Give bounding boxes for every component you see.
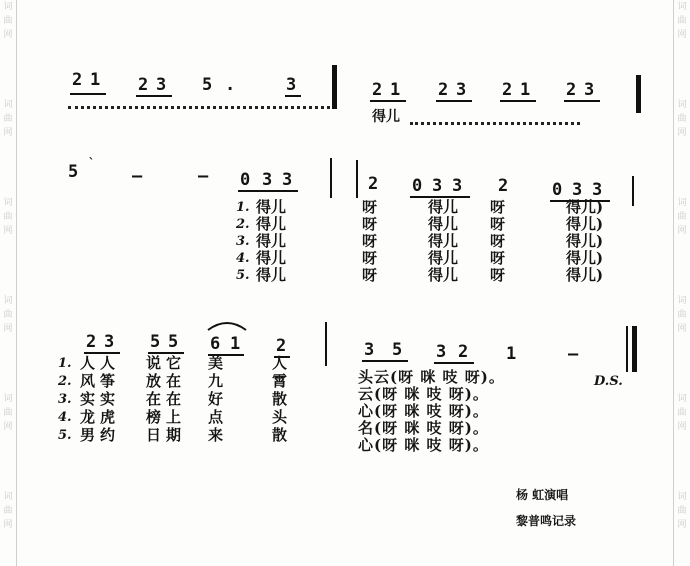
watermark-char: 网	[3, 324, 13, 334]
note: 0	[412, 176, 423, 196]
lyric-char: 人	[272, 354, 288, 372]
note: 3	[572, 180, 583, 200]
watermark-char: 曲	[3, 408, 13, 418]
repeat-barline	[636, 75, 641, 113]
lyric-word: 得儿)	[566, 232, 604, 250]
watermark-char: 曲	[677, 212, 687, 222]
verse-number: 5.	[58, 428, 72, 443]
lyric-word: 得儿	[256, 215, 287, 233]
watermark-char: 曲	[677, 16, 687, 26]
lyric-char: 实	[100, 390, 116, 408]
lyric-char: 它	[166, 354, 182, 372]
watermark-char: 曲	[3, 310, 13, 320]
watermark-char: 曲	[677, 506, 687, 516]
lyric-line: 云(呀 咪 吱 呀)。	[358, 385, 489, 403]
lyric-char: 约	[100, 426, 116, 444]
note: 0	[552, 180, 563, 200]
watermark-char: 词	[3, 100, 13, 110]
verse-number: 3.	[236, 234, 250, 249]
ornament: `	[88, 156, 96, 170]
lyric-char: 在	[146, 390, 162, 408]
lyric-word: 呀	[362, 198, 378, 216]
lyric-char: 点	[208, 408, 224, 426]
watermark-char: 网	[677, 520, 687, 530]
note: 3	[584, 80, 595, 100]
watermark-char: 词	[3, 296, 13, 306]
watermark-char: 网	[677, 30, 687, 40]
dotted-line	[410, 122, 580, 125]
note: 1	[230, 334, 241, 354]
lyric-word: 得儿	[428, 249, 459, 267]
lyric-line: 心(呀 咪 吱 呀)。	[358, 436, 489, 454]
note: 2	[138, 75, 149, 95]
note: 3	[452, 176, 463, 196]
watermark-char: 曲	[3, 16, 13, 26]
beam	[500, 100, 536, 102]
lyric-char: 头	[272, 408, 288, 426]
lyric-char: 在	[166, 390, 182, 408]
watermark-char: 曲	[677, 310, 687, 320]
note: 5	[68, 162, 79, 182]
note: 5	[392, 340, 403, 360]
verse-number: 4.	[236, 251, 250, 266]
final-barline	[632, 326, 637, 372]
note: 3	[282, 170, 293, 190]
watermark-char: 词	[677, 2, 687, 12]
lyric-word: 得儿	[428, 198, 459, 216]
beam	[564, 100, 600, 102]
lyric-word: 得儿	[428, 232, 459, 250]
watermark-char: 词	[3, 2, 13, 12]
verse-number: 1.	[58, 356, 72, 371]
watermark-char: 网	[3, 226, 13, 236]
lyric-char: 男	[80, 426, 96, 444]
lyric-word: 呀	[362, 249, 378, 267]
watermark-char: 词	[677, 100, 687, 110]
lyric-deer: 得儿	[372, 109, 400, 125]
dash: –	[198, 166, 209, 186]
lyric-char: 在	[166, 372, 182, 390]
lyric-word: 得儿)	[566, 198, 604, 216]
verse-number: 2.	[236, 217, 250, 232]
lyric-char: 好	[208, 390, 224, 408]
lyric-char: 人	[100, 354, 116, 372]
watermark-char: 网	[677, 226, 687, 236]
lyric-char: 散	[272, 426, 288, 444]
watermark-char: 曲	[677, 408, 687, 418]
lyric-word: 呀	[490, 266, 506, 284]
lyric-word: 得儿)	[566, 215, 604, 233]
note: 1	[506, 344, 517, 364]
watermark-char: 词	[677, 198, 687, 208]
note: 2	[276, 336, 287, 356]
watermark-char: 曲	[3, 506, 13, 516]
lyric-word: 呀	[362, 232, 378, 250]
lyric-char: 放	[146, 372, 162, 390]
lyric-line: 名(呀 咪 吱 呀)。	[358, 419, 489, 437]
lyric-char: 说	[146, 354, 162, 372]
lyric-char: 龙	[80, 408, 96, 426]
lyric-char: 榜	[146, 408, 162, 426]
note: 3	[364, 340, 375, 360]
watermark-char: 词	[677, 296, 687, 306]
lyric-char: 风	[80, 372, 96, 390]
watermark-char: 网	[3, 128, 13, 138]
verse-number: 3.	[58, 392, 72, 407]
watermark-char: 词	[3, 198, 13, 208]
note: 0	[240, 170, 251, 190]
lyric-word: 得儿	[428, 266, 459, 284]
lyric-word: 呀	[362, 266, 378, 284]
dotted-line	[68, 106, 330, 109]
beam	[285, 95, 301, 97]
dal-segno: D.S.	[594, 374, 623, 389]
lyric-char: 实	[80, 390, 96, 408]
watermark-char: 曲	[3, 114, 13, 124]
note: 1	[520, 80, 531, 100]
watermark-char: 词	[3, 394, 13, 404]
watermark-char: 词	[677, 394, 687, 404]
lyric-line: 心(呀 咪 吱 呀)。	[358, 402, 489, 420]
watermark-char: 网	[3, 422, 13, 432]
lyric-char: 来	[208, 426, 224, 444]
lyric-word: 呀	[490, 215, 506, 233]
barline	[325, 322, 327, 366]
note: 2	[458, 342, 469, 362]
watermark-char: 网	[677, 128, 687, 138]
lyric-word: 得儿	[256, 232, 287, 250]
note: 3	[436, 342, 447, 362]
beam	[362, 360, 408, 362]
verse-number: 4.	[58, 410, 72, 425]
note: 5	[202, 75, 213, 95]
beam	[434, 362, 474, 364]
dot: .	[225, 75, 236, 95]
note: 3	[262, 170, 273, 190]
watermark-char: 曲	[3, 212, 13, 222]
watermark-char: 词	[3, 492, 13, 502]
note: 5	[168, 332, 179, 352]
note: 3	[432, 176, 443, 196]
beam	[370, 100, 406, 102]
lyric-char: 期	[166, 426, 182, 444]
note: 2	[438, 80, 449, 100]
dash: –	[568, 344, 579, 364]
right-margin	[673, 0, 690, 566]
verse-number: 2.	[58, 374, 72, 389]
barline	[330, 158, 332, 198]
verse-number: 1.	[236, 200, 250, 215]
note: 3	[456, 80, 467, 100]
barline	[632, 176, 634, 206]
note: 3	[286, 75, 297, 95]
beam	[136, 95, 172, 97]
note: 2	[372, 80, 383, 100]
verse-number: 5.	[236, 268, 250, 283]
note: 2	[502, 80, 513, 100]
lyric-char: 霄	[272, 372, 288, 390]
lyric-word: 得儿	[256, 249, 287, 267]
lyric-char: 人	[80, 354, 96, 372]
note: 1	[90, 70, 101, 90]
watermark-char: 网	[3, 520, 13, 530]
barline	[626, 326, 628, 372]
lyric-word: 得儿)	[566, 249, 604, 267]
lyric-char: 美	[208, 354, 224, 372]
lyric-word: 得儿	[256, 266, 287, 284]
watermark-char: 词	[677, 492, 687, 502]
lyric-char: 上	[166, 408, 182, 426]
lyric-char: 虎	[100, 408, 116, 426]
note: 5	[150, 332, 161, 352]
lyric-word: 呀	[490, 198, 506, 216]
slur	[206, 318, 248, 332]
lyric-word: 得儿	[256, 198, 287, 216]
note: 3	[592, 180, 603, 200]
transcriber: 黎普鸣记录	[516, 514, 577, 528]
lyric-line: 头云(呀 咪 吱 呀)。	[358, 368, 505, 386]
lyric-word: 呀	[490, 249, 506, 267]
note: 6	[210, 334, 221, 354]
repeat-barline	[332, 65, 337, 109]
barline	[356, 160, 358, 198]
note: 3	[156, 75, 167, 95]
lyric-word: 呀	[490, 232, 506, 250]
lyric-word: 呀	[362, 215, 378, 233]
left-margin	[0, 0, 17, 566]
lyric-char: 九	[208, 372, 224, 390]
watermark-char: 网	[677, 324, 687, 334]
lyric-char: 筝	[100, 372, 116, 390]
dash: –	[132, 166, 143, 186]
beam	[238, 190, 298, 192]
performer: 杨 虹演唱	[516, 488, 569, 502]
lyric-char: 散	[272, 390, 288, 408]
note: 2	[86, 332, 97, 352]
note: 1	[390, 80, 401, 100]
note: 2	[498, 176, 509, 196]
note: 3	[104, 332, 115, 352]
beam	[70, 93, 106, 95]
watermark-char: 曲	[677, 114, 687, 124]
lyric-word: 得儿)	[566, 266, 604, 284]
beam	[436, 100, 472, 102]
watermark-char: 网	[677, 422, 687, 432]
lyric-word: 得儿	[428, 215, 459, 233]
note: 2	[368, 174, 379, 194]
note: 2	[72, 70, 83, 90]
note: 2	[566, 80, 577, 100]
lyric-char: 日	[146, 426, 162, 444]
watermark-char: 网	[3, 30, 13, 40]
